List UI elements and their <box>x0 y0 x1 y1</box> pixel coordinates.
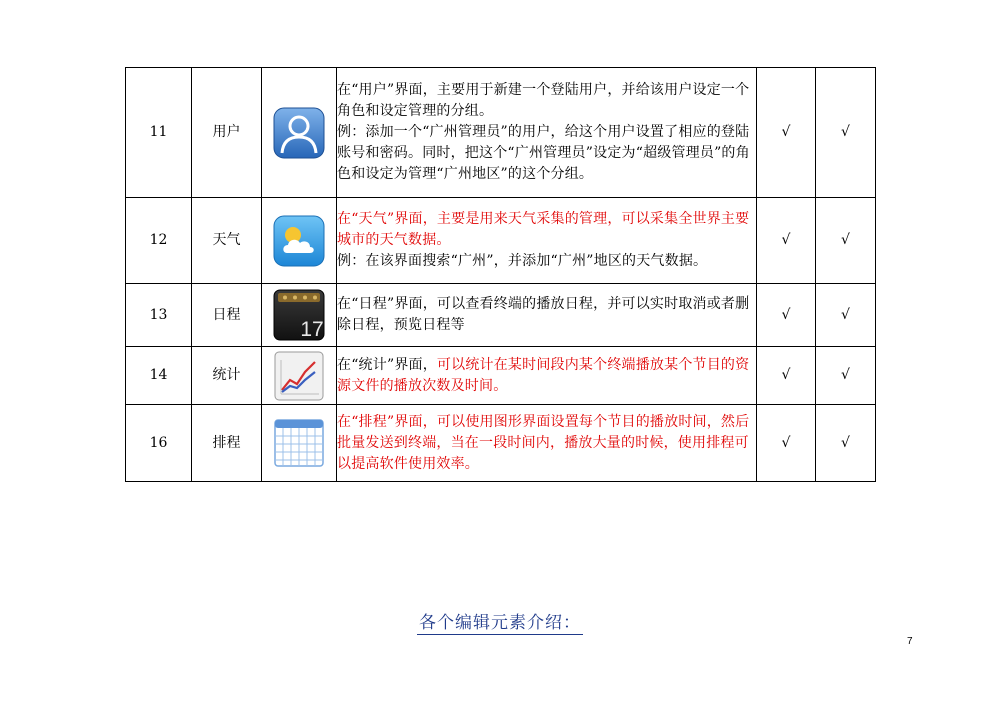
section-heading: 各个编辑元素介绍： <box>419 613 581 633</box>
feature-description-highlight: 可以统计在某时间段内某个终端播放某个节目的资源文件的播放次数及时间。 <box>337 356 750 394</box>
checkmark: √ <box>757 405 816 482</box>
feature-description-lead: 在“统计”界面， <box>337 356 437 373</box>
feature-description: 在“排程”界面，可以使用图形界面设置每个节目的播放时间，然后批量发送到终端，当在一段时间内，播放大量的时候，使用排程可以提高软件使用效率。 <box>337 413 750 472</box>
checkmark: √ <box>757 347 816 405</box>
checkmark: √ <box>816 198 876 284</box>
table-row <box>126 198 876 284</box>
checkmark: √ <box>816 284 876 347</box>
table-row <box>126 68 876 198</box>
weather-icon <box>273 215 325 267</box>
feature-description: 在“天气”界面，主要是用来天气采集的管理，可以采集全世界主要城市的天气数据。 <box>337 211 750 248</box>
calendar-icon <box>273 289 325 341</box>
feature-name: 统计 <box>192 347 262 405</box>
calendar-date-text: 17 <box>300 318 324 341</box>
checkmark: √ <box>757 68 816 198</box>
checkmark: √ <box>757 198 816 284</box>
feature-name: 日程 <box>192 284 262 347</box>
feature-example: 例：添加一个“广州管理员”的用户，给这个用户设置了相应的登陆账号和密码。同时，把这个“广州管理员”设定为“超级管理员”的角色和设定为管理“广州地区”的这个分组。 <box>337 124 750 182</box>
row-number: 14 <box>126 347 192 405</box>
row-number: 13 <box>126 284 192 347</box>
page-number: 7 <box>907 636 913 647</box>
feature-name: 天气 <box>192 198 262 284</box>
checkmark: √ <box>816 405 876 482</box>
feature-table <box>125 67 876 482</box>
checkmark: √ <box>816 347 876 405</box>
table-row <box>126 284 876 347</box>
checkmark: √ <box>757 284 816 347</box>
feature-description: 在“用户”界面，主要用于新建一个登陆用户，并给该用户设定一个角色和设定管理的分组。 <box>337 82 750 119</box>
row-number: 16 <box>126 405 192 482</box>
statistics-chart-icon <box>273 350 325 402</box>
row-number: 11 <box>126 68 192 198</box>
user-icon <box>273 107 325 159</box>
schedule-grid-icon <box>273 417 325 469</box>
table-row <box>126 405 876 482</box>
table-row <box>126 347 876 405</box>
feature-name: 用户 <box>192 68 262 198</box>
feature-description: 在“日程”界面，可以查看终端的播放日程，并可以实时取消或者删除日程，预览日程等 <box>337 296 750 333</box>
checkmark: √ <box>816 68 876 198</box>
feature-example: 例：在该界面搜索“广州”，并添加“广州”地区的天气数据。 <box>337 253 708 269</box>
row-number: 12 <box>126 198 192 284</box>
feature-name: 排程 <box>192 405 262 482</box>
